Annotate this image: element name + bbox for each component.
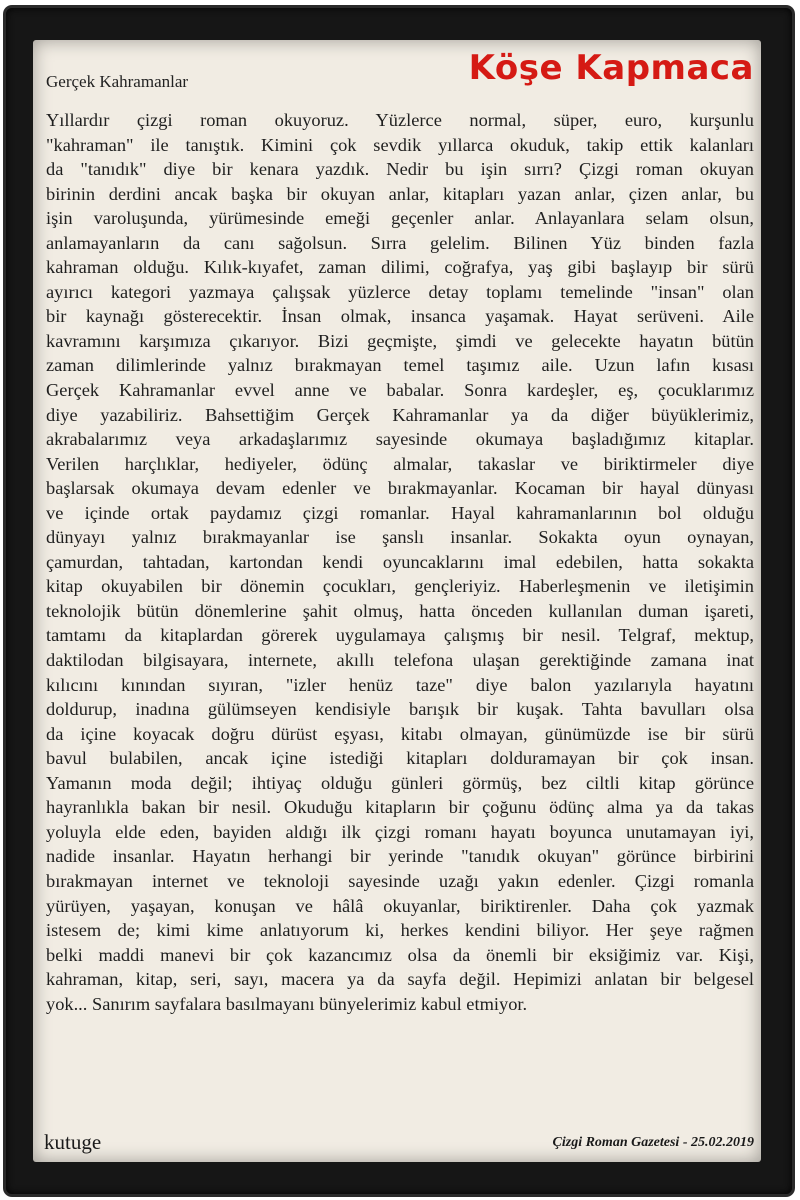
article-line: diye yazabiliriz. Bahsettiğim Gerçek Kahramanlar ya da diğer büyüklerimiz, (46, 404, 754, 425)
article-line: kılıcını kınından sıyıran, "izler henüz taze" diye balon yazılarıyla hayatını (46, 674, 754, 695)
article-line: bavul bulabilen, ancak içine istediği kitapları dolduramayan bir çok insan. (46, 748, 754, 769)
article-line: kavramını karşımıza çıkarıyor. Bizi geçmişte, şimdi ve gelecekte hayatın bütün (46, 330, 754, 351)
section-title: Gerçek Kahramanlar (46, 72, 189, 91)
article-line: "kahraman" ile tanıştık. Kimini çok sevdik yıllarca okuduk, takip ettik kalanları (46, 134, 754, 155)
article-line: bir kaynağı gösterecektir. İnsan olmak, insanca yaşamak. Hayat serüveni. Aile (46, 306, 754, 327)
article-line: tamtamı da kitaplardan görerek uygulamaya çalışmış bir nesil. Telgraf, mektup, (46, 625, 754, 646)
article-line: Verilen harçlıklar, hediyeler, ödünç almalar, takaslar ve biriktirmeler diye (46, 453, 754, 474)
article-line: nadide insanlar. Hayatın herhangi bir yerinde "tanıdık okuyan" görünce birbirini (46, 846, 754, 867)
article-line: işin varoluşunda, yürümesinde emeği geçenler anlar. Anlayanlara selam olsun, (46, 208, 754, 229)
article-line: kahraman, kitap, seri, sayı, macera ya da sayfa değil. Hepimizi anlatan bir belgesel (46, 969, 754, 990)
article-line: zaman dilimlerinde yalnız bırakmayan temel taşımız aile. Uzun lafın kısası (46, 355, 754, 376)
article-line: Yamanın moda değil; ihtiyaç olduğu günleri görmüş, bez ciltli kitap görünce (46, 772, 754, 793)
article-line: yoluyla elde eden, bayiden aldığı ilk çizgi romanı hayatı boyunca unutamayan iyi, (46, 821, 754, 842)
article-line: ayırıcı kategori yazmaya çalışsak yüzlerce detay toplamı temelinde "insan" olan (46, 281, 754, 302)
article-line: yürüyen, yaşayan, konuşan ve hâlâ okuyanlar, biriktirenler. Daha çok yazmak (46, 895, 754, 916)
article-line: ve içinde ortak paydamız çizgi romanlar. Hayal kahramanlarının bol olduğu (46, 502, 754, 523)
article-line: akrabalarımız veya arkadaşlarımız sayesinde okumaya başladığımız kitaplar. (46, 429, 754, 450)
article-line: kitap okuyabilen bir dönemin çocukları, gençleriyiz. Haberleşmenin ve iletişimin (46, 576, 754, 597)
article-line: da içine koyacak doğru dürüst eşyası, kitabı olmayan, günümüzde ise bir sürü (46, 723, 754, 744)
article-line: dünyayı yalnız bırakmayanlar ise şanslı insanlar. Sokakta oyun oynayan, (46, 527, 754, 548)
article-line: Yıllardır çizgi roman okuyoruz. Yüzlerce normal, süper, euro, kurşunlu (46, 110, 754, 130)
article-line: teknolojik bütün dönemlerine şahit olmuş, hatta önceden kullanılan duman işareti, (46, 600, 754, 621)
article-line: çamurdan, tahtadan, kartondan kendi oyuncaklarını imal edebilen, hatta sokakta (46, 551, 754, 572)
article-line: doldurup, inadına gülümseyen kendisiyle barışık bir kuşak. Tahta bavulları olsa (46, 699, 754, 720)
column-title: Köşe Kapmaca (468, 48, 754, 88)
article-body (46, 108, 754, 1016)
article-line: Gerçek Kahramanlar evvel anne ve babalar. Sonra kardeşler, eş, çocuklarımız (46, 380, 754, 401)
article-line: başlarsak okumaya devam edenler ve bırakmayanlar. Kocaman bir hayal dünyası (46, 478, 754, 499)
article-line: bırakmayan internet ve teknoloji sayesinde uzağı yakın edenler. Çizgi romanla (46, 870, 754, 891)
article-line: da "tanıdık" diye bir kenara yazdık. Nedir bu işin sırrı? Çizgi roman okuyan (46, 159, 754, 180)
article-line: hayranlıkla bakan bir nesil. Okuduğu kitapların bir çoğunu ödünç alma ya da takas (46, 797, 754, 818)
article-line: birinin derdini ancak başka bir okuyan anlar, kitapları yazan anlar, çizen anlar, bu (46, 183, 754, 204)
article-line: kahraman olduğu. Kılık-kıyafet, zaman dilimi, coğrafya, yaş gibi başlayıp bir sürü (46, 257, 754, 278)
article-line: istesem de; kimi kime anlatıyorum ki, herkes kendini biliyor. Her şeye rağmen (46, 920, 754, 941)
article-line: yok... Sanırım sayfalara basılmayanı bünyelerimiz kabul etmiyor. (46, 993, 528, 1014)
article-line: daktilodan bilgisayara, internete, akıllı telefona ulaşan gerektiğinde zamana inat (46, 650, 754, 671)
source-credit: Çizgi Roman Gazetesi - 25.02.2019 (552, 1135, 754, 1150)
article-line: anlamayanların da canı sağolsun. Sırra gelelim. Bilinen Yüz binden fazla (46, 232, 754, 253)
author-signature: kutuge (44, 1130, 102, 1154)
article-line: belki maddi manevi bir çok kazancımız olsa da önemli bir eksiğimiz var. Kişi, (46, 944, 754, 965)
